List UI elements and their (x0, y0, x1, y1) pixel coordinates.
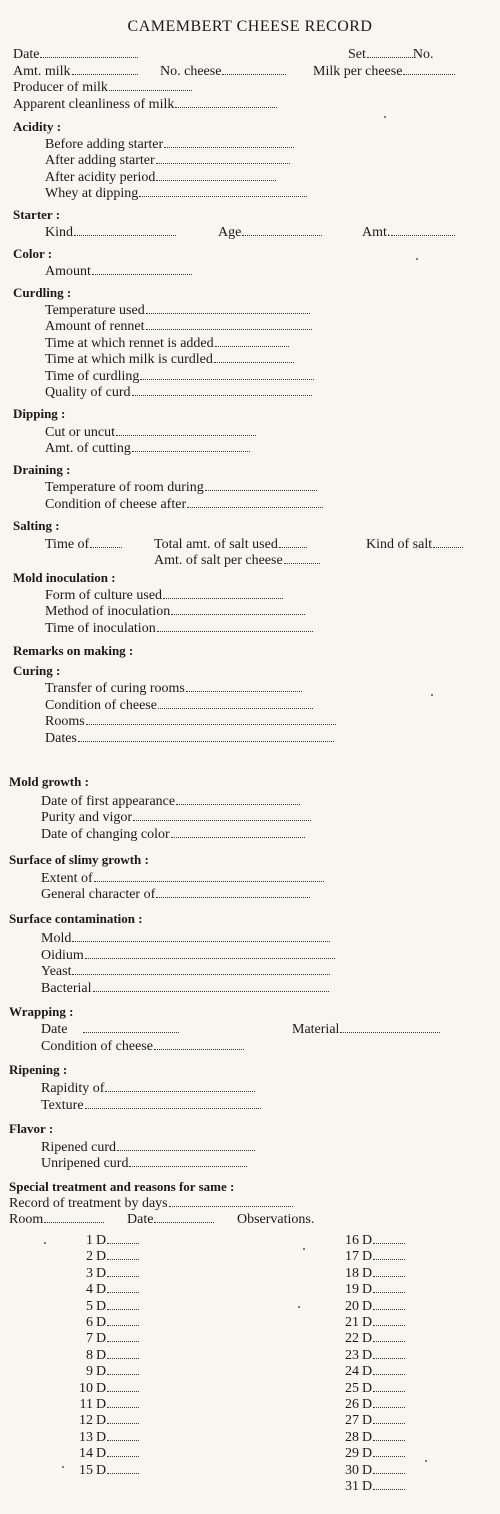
salting-kind-field[interactable]: Kind of salt (366, 537, 463, 553)
salting-total-field[interactable]: Total amt. of salt used (154, 537, 307, 553)
flavor-unripened-curd[interactable]: Unripened curd (41, 1156, 247, 1172)
day-number: 11 (79, 1397, 93, 1412)
day-blank[interactable] (107, 1299, 139, 1310)
day-blank[interactable] (373, 1282, 405, 1293)
day-suffix: D (96, 1331, 107, 1347)
day-number: 8 (86, 1347, 93, 1363)
day-number: 23 (345, 1347, 359, 1363)
day-blank[interactable] (373, 1331, 405, 1342)
day-blank[interactable] (373, 1299, 405, 1310)
day-row[interactable] (65, 1249, 139, 1265)
day-blank[interactable] (373, 1397, 405, 1408)
day-suffix: D (362, 1446, 373, 1462)
speck (298, 1306, 300, 1308)
day-row[interactable] (331, 1266, 405, 1282)
curdling-curdled-time[interactable]: Time at which milk is curdled (45, 352, 294, 368)
flavor-ripened-curd[interactable]: Ripened curd (41, 1140, 255, 1156)
day-row[interactable] (65, 1266, 139, 1282)
day-blank[interactable] (107, 1463, 139, 1474)
day-suffix: D (362, 1249, 373, 1265)
speck (303, 1248, 305, 1250)
day-row[interactable] (65, 1430, 139, 1446)
day-number: 18 (345, 1265, 359, 1281)
day-blank[interactable] (373, 1233, 405, 1244)
contamination-bacterial[interactable]: Bacterial (41, 981, 329, 997)
day-suffix: D (362, 1380, 373, 1396)
ripening-heading: Ripening : (9, 1062, 68, 1077)
curdling-quality[interactable]: Quality of curd (45, 385, 312, 401)
remarks-heading: Remarks on making : (13, 643, 134, 658)
curing-transfer[interactable]: Transfer of curing rooms (45, 681, 302, 697)
day-number: 25 (345, 1380, 359, 1396)
title: CAMEMBERT CHEESE RECORD (127, 18, 373, 35)
day-number: 15 (79, 1462, 93, 1478)
day-blank[interactable] (373, 1430, 405, 1441)
dipping-cutting-amt[interactable]: Amt. of cutting (45, 441, 250, 457)
curdling-heading: Curdling : (13, 285, 72, 300)
milk-per-cheese-field[interactable]: Milk per cheese (313, 64, 455, 80)
draining-heading: Draining : (13, 462, 71, 477)
day-number: 30 (345, 1462, 359, 1478)
day-blank[interactable] (373, 1249, 405, 1260)
day-row[interactable] (331, 1299, 405, 1315)
day-row[interactable] (331, 1282, 405, 1298)
day-suffix: D (96, 1462, 107, 1478)
acidity-heading: Acidity : (13, 119, 62, 134)
ripening-rapidity[interactable]: Rapidity of (41, 1081, 255, 1097)
special-treatment-heading: Special treatment and reasons for same : (9, 1179, 235, 1194)
day-blank[interactable] (373, 1381, 405, 1392)
slimy-extent[interactable]: Extent of (41, 871, 324, 887)
date-field-special[interactable]: Date (127, 1212, 214, 1228)
day-suffix: D (362, 1479, 373, 1494)
day-blank[interactable] (373, 1315, 405, 1326)
curing-rooms[interactable]: Rooms (45, 714, 336, 730)
day-blank[interactable] (373, 1463, 405, 1474)
day-blank[interactable] (373, 1364, 405, 1375)
speck (416, 258, 418, 260)
day-number: 28 (345, 1429, 359, 1445)
acidity-after-starter[interactable]: After adding starter (45, 153, 290, 169)
day-suffix: D (362, 1265, 373, 1281)
inoculation-method[interactable]: Method of inoculation (45, 604, 305, 620)
day-row[interactable] (331, 1413, 405, 1429)
day-number: 14 (79, 1446, 93, 1462)
speck (425, 1460, 427, 1462)
day-blank[interactable] (373, 1348, 405, 1359)
color-heading: Color : (13, 246, 53, 261)
day-number: 12 (79, 1413, 93, 1429)
starter-kind-field[interactable]: Kind (45, 225, 176, 241)
dipping-heading: Dipping : (13, 406, 66, 421)
wrapping-condition-field[interactable]: Condition of cheese (41, 1039, 244, 1055)
day-number: 26 (345, 1397, 359, 1412)
day-row[interactable] (331, 1430, 405, 1446)
mold-inoculation-heading: Mold inoculation : (13, 570, 116, 585)
speck (431, 694, 433, 696)
curing-dates[interactable]: Dates (45, 731, 334, 747)
mold-first-appearance[interactable]: Date of first appearance (41, 794, 300, 810)
acidity-after-period[interactable]: After acidity period (45, 170, 276, 186)
day-suffix: D (96, 1347, 107, 1363)
speck (384, 116, 386, 118)
acidity-whey-dipping[interactable]: Whey at dipping (45, 186, 307, 202)
curdling-time[interactable]: Time of curdling (45, 369, 314, 385)
wrapping-material-field[interactable]: Material (292, 1022, 440, 1038)
curdling-rennet-amount[interactable]: Amount of rennet (45, 319, 312, 335)
day-row[interactable] (65, 1348, 139, 1364)
day-row[interactable] (65, 1331, 139, 1347)
day-number: 9 (86, 1364, 93, 1380)
salting-heading: Salting : (13, 518, 60, 533)
day-suffix: D (362, 1315, 373, 1330)
day-suffix: D (362, 1233, 373, 1248)
day-row[interactable] (65, 1463, 139, 1479)
day-suffix: D (96, 1315, 107, 1330)
day-suffix: D (96, 1364, 107, 1380)
day-row[interactable] (65, 1282, 139, 1298)
day-number: 21 (345, 1315, 359, 1330)
mold-growth-heading: Mold growth : (9, 774, 89, 789)
wrapping-heading: Wrapping : (9, 1004, 74, 1019)
day-suffix: D (96, 1446, 107, 1462)
day-suffix: D (362, 1429, 373, 1445)
day-suffix: D (362, 1298, 373, 1314)
starter-amt-field[interactable]: Amt. (362, 225, 455, 241)
curing-heading: Curing : (13, 663, 61, 678)
day-row[interactable] (331, 1463, 405, 1479)
slimy-growth-heading: Surface of slimy growth : (9, 852, 149, 867)
salting-per-cheese-field[interactable]: Amt. of salt per cheese (154, 553, 320, 569)
speck (44, 1242, 46, 1244)
treatment-record-field[interactable]: Record of treatment by days (9, 1196, 293, 1212)
contamination-mold[interactable]: Mold (41, 931, 330, 947)
day-blank[interactable] (107, 1413, 139, 1424)
speck (62, 1466, 64, 1468)
day-row[interactable] (65, 1446, 139, 1462)
day-blank[interactable] (107, 1381, 139, 1392)
day-row[interactable] (331, 1249, 405, 1265)
day-blank[interactable] (107, 1364, 139, 1375)
contamination-heading: Surface contamination : (9, 911, 143, 926)
room-field[interactable]: Room (9, 1212, 104, 1228)
day-number: 10 (79, 1380, 93, 1396)
contamination-yeast[interactable]: Yeast (41, 964, 330, 980)
acidity-before-starter[interactable]: Before adding starter (45, 137, 294, 153)
day-row[interactable] (331, 1315, 405, 1331)
day-suffix: D (96, 1380, 107, 1396)
day-number: 31 (345, 1479, 359, 1494)
curdling-rennet-time[interactable]: Time at which rennet is added (45, 336, 289, 352)
day-number: 24 (345, 1364, 359, 1380)
inoculation-culture-form[interactable]: Form of culture used (45, 588, 283, 604)
day-number: 13 (79, 1429, 93, 1445)
day-blank[interactable] (107, 1249, 139, 1260)
day-blank[interactable] (107, 1266, 139, 1277)
day-number: 20 (345, 1298, 359, 1314)
set-field[interactable]: Set No. (348, 47, 434, 62)
day-number: 1 (86, 1233, 93, 1248)
day-suffix: D (96, 1233, 107, 1248)
day-row[interactable] (65, 1233, 139, 1249)
day-suffix: D (96, 1429, 107, 1445)
day-blank[interactable] (107, 1315, 139, 1326)
day-row[interactable] (331, 1233, 405, 1249)
day-blank[interactable] (107, 1233, 139, 1244)
day-blank[interactable] (373, 1479, 405, 1490)
day-row[interactable] (65, 1381, 139, 1397)
day-blank[interactable] (107, 1331, 139, 1342)
day-row[interactable] (331, 1331, 405, 1347)
day-number: 5 (86, 1298, 93, 1314)
day-row[interactable] (65, 1315, 139, 1331)
day-row[interactable] (331, 1348, 405, 1364)
ripening-texture[interactable]: Texture (41, 1098, 261, 1114)
day-row[interactable] (65, 1364, 139, 1380)
day-number: 4 (86, 1282, 93, 1298)
day-suffix: D (96, 1397, 107, 1412)
day-number: 7 (86, 1331, 93, 1347)
day-row[interactable] (331, 1381, 405, 1397)
amt-milk-field[interactable]: Amt. milk (13, 64, 138, 80)
day-number: 3 (86, 1265, 93, 1281)
day-suffix: D (362, 1347, 373, 1363)
day-suffix: D (362, 1462, 373, 1478)
no-cheese-field[interactable]: No. cheese (160, 64, 286, 80)
day-suffix: D (96, 1249, 107, 1265)
contamination-oidium[interactable]: Oidium (41, 948, 335, 964)
day-number: 22 (345, 1331, 359, 1347)
day-suffix: D (362, 1413, 373, 1429)
day-number: 27 (345, 1413, 359, 1429)
day-suffix: D (96, 1265, 107, 1281)
day-row[interactable] (331, 1397, 405, 1413)
day-number: 16 (345, 1233, 359, 1248)
slimy-character[interactable]: General character of (41, 887, 310, 903)
color-amount-field[interactable]: Amount (45, 264, 192, 280)
cleanliness-field[interactable]: Apparent cleanliness of milk (13, 97, 277, 113)
day-suffix: D (362, 1331, 373, 1347)
dipping-cut[interactable]: Cut or uncut (45, 425, 256, 441)
day-suffix: D (362, 1282, 373, 1298)
salting-time-field[interactable]: Time of (45, 537, 122, 553)
mold-purity-vigor[interactable]: Purity and vigor (41, 810, 311, 826)
day-row[interactable] (331, 1446, 405, 1462)
day-number: 29 (345, 1446, 359, 1462)
day-number: 17 (345, 1249, 359, 1265)
mold-changing-color[interactable]: Date of changing color (41, 827, 305, 843)
day-row[interactable] (65, 1413, 139, 1429)
flavor-heading: Flavor : (9, 1121, 54, 1136)
day-number: 2 (86, 1249, 93, 1265)
day-row[interactable] (65, 1299, 139, 1315)
day-blank[interactable] (107, 1397, 139, 1408)
starter-age-field[interactable]: Age (218, 225, 322, 241)
day-blank[interactable] (107, 1430, 139, 1441)
curdling-temperature[interactable]: Temperature used (45, 303, 310, 319)
day-blank[interactable] (373, 1266, 405, 1277)
day-blank[interactable] (373, 1446, 405, 1457)
day-number: 6 (86, 1315, 93, 1330)
wrapping-date-field[interactable]: Date (41, 1022, 179, 1038)
day-suffix: D (96, 1282, 107, 1298)
day-suffix: D (362, 1364, 373, 1380)
producer-field[interactable]: Producer of milk (13, 80, 192, 96)
day-number: 19 (345, 1282, 359, 1298)
draining-temperature[interactable]: Temperature of room during (45, 480, 317, 496)
day-blank[interactable] (373, 1413, 405, 1424)
day-suffix: D (96, 1298, 107, 1314)
date-field[interactable]: Date (13, 47, 138, 63)
day-blank[interactable] (107, 1282, 139, 1293)
inoculation-time[interactable]: Time of inoculation (45, 621, 313, 637)
curing-condition[interactable]: Condition of cheese (45, 698, 313, 714)
draining-condition[interactable]: Condition of cheese after (45, 497, 323, 513)
day-blank[interactable] (107, 1348, 139, 1359)
day-row[interactable] (331, 1479, 405, 1495)
starter-heading: Starter : (13, 207, 61, 222)
day-suffix: D (362, 1397, 373, 1412)
day-blank[interactable] (107, 1446, 139, 1457)
day-row[interactable] (65, 1397, 139, 1413)
day-row[interactable] (331, 1364, 405, 1380)
observations-label: Observations. (237, 1212, 315, 1227)
day-suffix: D (96, 1413, 107, 1429)
